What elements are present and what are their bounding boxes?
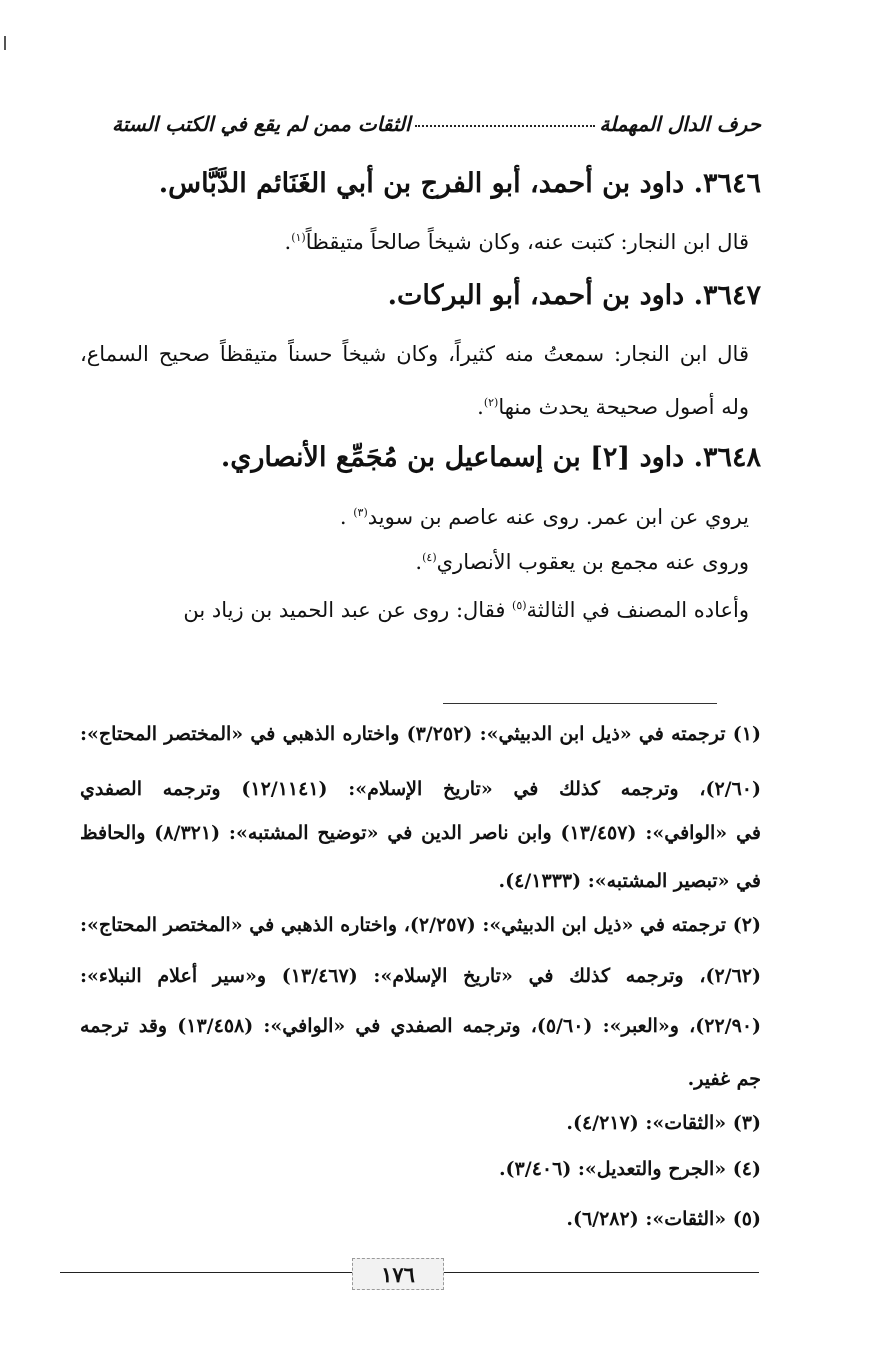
footnote-separator bbox=[443, 703, 717, 704]
line-text: يروي عن ابن عمر. روى عنه عاصم بن سويد bbox=[367, 505, 749, 529]
line-text: قال ابن النجار: كتبت عنه، وكان شيخاً صالحاً متيقظاً bbox=[305, 230, 749, 254]
entry-title: ٣٦٤٨. داود [٢] بن إسماعيل بن مُجَمِّع الأنصاري. bbox=[220, 442, 761, 473]
line-tail: . bbox=[477, 395, 484, 419]
footnote-line: (٤) «الجرح والتعديل»: (٣/٤٠٦). bbox=[498, 1158, 761, 1180]
line-tail: . bbox=[415, 550, 423, 574]
entry-text-line bbox=[80, 230, 749, 254]
footnote-ref: (٥) bbox=[512, 599, 527, 612]
footnote-line: (٢٢/٩٠)، و«العبر»: (٥/٦٠)، وترجمه الصفدي في «الوافي»: (١٣/٤٥٨) وقد ترجمه bbox=[80, 1015, 762, 1037]
scan-mark bbox=[4, 36, 6, 50]
line-tail: فقال: روى عن عبد الحميد بن زياد بن bbox=[183, 598, 513, 622]
entry-title: ٣٦٤٦. داود بن أحمد، أبو الفرج بن أبي الغَنَائم الدَّبَّاس. bbox=[158, 168, 761, 199]
footnote-line: في «الوافي»: (١٣/٤٥٧) وابن ناصر الدين في «توضيح المشتبه»: (٨/٣٢١) والحافظ bbox=[80, 822, 761, 844]
line-text: وروى عنه مجمع بن يعقوب الأنصاري bbox=[436, 550, 749, 574]
header-chapter: حرف الدال المهملة bbox=[599, 112, 761, 136]
entry-text-line bbox=[80, 395, 749, 419]
entry-title: ٣٦٤٧. داود بن أحمد، أبو البركات. bbox=[387, 280, 761, 311]
entry-text-line bbox=[80, 505, 749, 529]
line-text: وأعاده المصنف في الثالثة bbox=[526, 598, 749, 622]
footnote-line: في «تبصير المشتبه»: (٤/١٣٣٣). bbox=[498, 870, 761, 892]
footnote-line: (٢/٦٢)، وترجمه كذلك في «تاريخ الإسلام»: (١٣/٤٦٧) و«سير أعلام النبلاء»: bbox=[80, 965, 762, 987]
line-tail: . bbox=[339, 505, 354, 529]
line-text: قال ابن النجار: سمعتُ منه كثيراً، وكان شيخاً حسناً متيقظاً صحيح السماع، bbox=[80, 342, 749, 366]
header-book-title: الثقات ممن لم يقع في الكتب الستة bbox=[112, 112, 411, 136]
entry-text-line bbox=[80, 550, 749, 574]
running-header bbox=[112, 112, 761, 146]
footnote-line: (١) ترجمته في «ذيل ابن الدبيثي»: (٣/٢٥٢) واختاره الذهبي في «المختصر المحتاج»: bbox=[80, 723, 762, 745]
footnote-line: (٣) «الثقات»: (٤/٢١٧). bbox=[566, 1112, 761, 1134]
footnote-ref: (٤) bbox=[422, 551, 437, 564]
header-dot-leader bbox=[415, 125, 596, 127]
footnote-ref: (٢) bbox=[483, 396, 499, 409]
entry-text-line bbox=[80, 598, 749, 622]
footnote-line: (٢) ترجمته في «ذيل ابن الدبيثي»: (٢/٢٥٧)، واختاره الذهبي في «المختصر المحتاج»: bbox=[80, 914, 761, 936]
footnote-line: جم غفير. bbox=[687, 1068, 761, 1090]
footnote-ref: (٣) bbox=[353, 506, 368, 519]
footnote-line: (٥) «الثقات»: (٦/٢٨٢). bbox=[566, 1208, 761, 1230]
page-number: ١٧٦ bbox=[352, 1258, 444, 1290]
line-text: وله أصول صحيحة يحدث منها bbox=[498, 395, 749, 419]
footnote-ref: (١) bbox=[291, 231, 306, 244]
line-tail: . bbox=[284, 230, 292, 254]
entry-text-line bbox=[80, 342, 749, 366]
footnote-line: (٢/٦٠)، وترجمه كذلك في «تاريخ الإسلام»: (١٢/١١٤١) وترجمه الصفدي bbox=[80, 778, 761, 800]
